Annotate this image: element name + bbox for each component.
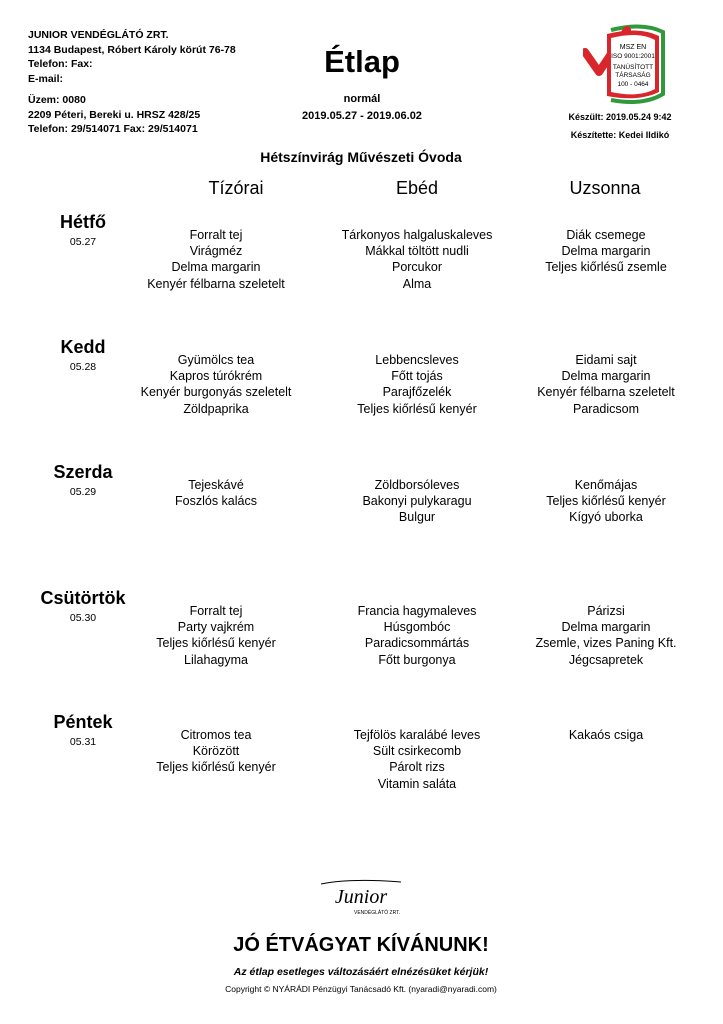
copyright-notice: Copyright © NYÁRÁDI Pénzügyi Tanácsadó Kft. (nyaradi@nyaradi.com) <box>225 984 497 994</box>
menu-item: Zöldpaprika <box>183 401 249 416</box>
created-timestamp: Készült: 2019.05.24 9:42 <box>568 112 672 122</box>
menu-item: Jégcsapretek <box>568 652 644 667</box>
menu-item: Tejfölös karalábé leves <box>353 728 481 742</box>
menu-item: Vitamin saláta <box>377 776 457 791</box>
menu-item: Paradicsom <box>573 401 639 416</box>
menu-item: Kakaós csiga <box>568 728 644 742</box>
menu-item: Diák csemege <box>566 228 646 242</box>
menu-item: Párolt rizs <box>389 760 445 775</box>
day-date: 05.28 <box>69 361 97 373</box>
day-date: 05.31 <box>69 736 97 748</box>
menu-item: Kenyér félbarna szeletelt <box>537 385 675 400</box>
menu-item: Főtt tojás <box>391 369 443 384</box>
menu-item: Bakonyi pulykaragu <box>362 494 472 509</box>
day-name: Hétfő <box>60 212 106 232</box>
institution-name: Hétszínvirág Művészeti Óvoda <box>260 149 462 165</box>
cert-line-2: ISO 9001:2001 <box>611 53 655 60</box>
menu-item: Kenyér félbarna szeletelt <box>147 276 285 291</box>
menu-item: Zsemle, vizes Paning Kft. <box>535 636 677 651</box>
menu-item: Kígyó uborka <box>569 510 643 525</box>
menu-item: Párizsi <box>587 604 625 618</box>
menu-item: Sült csirkecomb <box>372 744 462 759</box>
change-apology-note: Az étlap esetleges változásáért elnézésüket kérjük! <box>233 966 489 978</box>
menu-item: Delma margarin <box>561 244 651 259</box>
column-header-tizorai: Tízórai <box>208 178 264 198</box>
column-header-uzsonna: Uzsonna <box>569 178 641 198</box>
junior-logo <box>311 876 411 918</box>
menu-item: Party vajkrém <box>177 620 255 635</box>
day-date: 05.30 <box>69 612 97 624</box>
menu-period: 2019.05.27 - 2019.06.02 <box>302 110 422 122</box>
menu-item: Zöldborsóleves <box>374 478 460 492</box>
menu-item: Forralt tej <box>189 228 243 242</box>
menu-item: Tárkonyos halgaluskaleves <box>341 228 493 242</box>
menu-item: Körözött <box>192 744 240 759</box>
menu-item: Teljes kiőrlésű kenyér <box>546 494 666 509</box>
menu-item: Alma <box>402 276 432 291</box>
menu-item: Teljes kiőrlésű kenyér <box>156 636 276 651</box>
menu-item: Teljes kiőrlésű kenyér <box>357 401 477 416</box>
company-name: JUNIOR VENDÉGLÁTÓ ZRT. <box>28 29 169 41</box>
menu-item: Delma margarin <box>171 260 261 275</box>
menu-item: Citromos tea <box>180 728 252 742</box>
svg-text:Junior: Junior <box>334 886 388 908</box>
cert-line-4: TÁRSASÁG <box>615 72 651 79</box>
menu-item: Gyümölcs tea <box>177 353 255 367</box>
menu-item: Bulgur <box>398 510 436 525</box>
menu-cell-uzsonna <box>486 727 723 743</box>
cert-line-5: 100 - 0464 <box>617 81 649 88</box>
menu-item: Lebbencsleves <box>375 353 459 367</box>
company-phone-fax: Telefon: Fax: <box>28 58 93 70</box>
menu-item: Kapros túrókrém <box>169 369 263 384</box>
menu-cell-uzsonna <box>486 227 723 276</box>
menu-item: Paradicsommártás <box>364 636 470 651</box>
menu-item: Főtt burgonya <box>378 652 456 667</box>
plant-phone-fax: Telefon: 29/514071 Fax: 29/514071 <box>28 123 198 135</box>
day-name: Szerda <box>53 462 113 482</box>
menu-item: Tejeskávé <box>188 478 244 492</box>
menu-item: Teljes kiőrlésű zsemle <box>545 260 667 275</box>
menu-cell-uzsonna <box>486 477 723 526</box>
menu-item: Mákkal töltött nudli <box>365 244 469 259</box>
menu-cell-uzsonna <box>486 352 723 417</box>
bon-appetit-message: JÓ ÉTVÁGYAT KÍVÁNUNK! <box>233 934 489 956</box>
day-name: Péntek <box>53 712 113 732</box>
day-date: 05.27 <box>69 236 97 248</box>
menu-item: Teljes kiőrlésű kenyér <box>156 760 276 775</box>
company-address: 1134 Budapest, Róbert Károly körút 76-78 <box>28 43 236 56</box>
menu-item: Parajfőzelék <box>382 385 452 400</box>
day-name: Kedd <box>60 337 106 357</box>
day-date: 05.29 <box>69 486 97 498</box>
menu-item: Eidami sajt <box>575 353 637 367</box>
iso-certificate-badge <box>583 24 673 108</box>
menu-item: Delma margarin <box>561 620 651 635</box>
cert-line-3: TANÚSÍTOTT <box>612 64 654 71</box>
plant-address: 2209 Péteri, Bereki u. HRSZ 428/25 <box>28 108 201 121</box>
column-header-ebed: Ebéd <box>395 178 439 198</box>
menu-item: Lilahagyma <box>184 652 248 667</box>
plant-code: Üzem: 0080 <box>28 94 86 106</box>
menu-item: Francia hagymaleves <box>357 604 477 618</box>
menu-item: Forralt tej <box>189 604 243 618</box>
menu-item: Virágméz <box>189 244 243 259</box>
menu-item: Húsgombóc <box>383 620 451 635</box>
cert-line-1: MSZ EN <box>619 44 647 51</box>
page-title: Étlap <box>324 44 400 79</box>
company-info <box>28 28 236 86</box>
day-name: Csütörtök <box>40 588 126 608</box>
menu-item: Foszlós kalács <box>175 494 257 509</box>
plant-info <box>28 93 200 137</box>
menu-variant: normál <box>343 93 381 105</box>
menu-item: Porcukor <box>391 260 443 275</box>
menu-cell-uzsonna <box>486 603 723 668</box>
menu-item: Delma margarin <box>561 369 651 384</box>
menu-item: Kenőmájas <box>574 478 638 492</box>
company-email: E-mail: <box>28 72 64 85</box>
menu-item: Kenyér burgonyás szeletelt <box>140 385 292 400</box>
svg-text:VENDÉGLÁTÓ ZRT.: VENDÉGLÁTÓ ZRT. <box>353 910 401 916</box>
author: Készítette: Kedei Ildikó <box>570 130 670 140</box>
